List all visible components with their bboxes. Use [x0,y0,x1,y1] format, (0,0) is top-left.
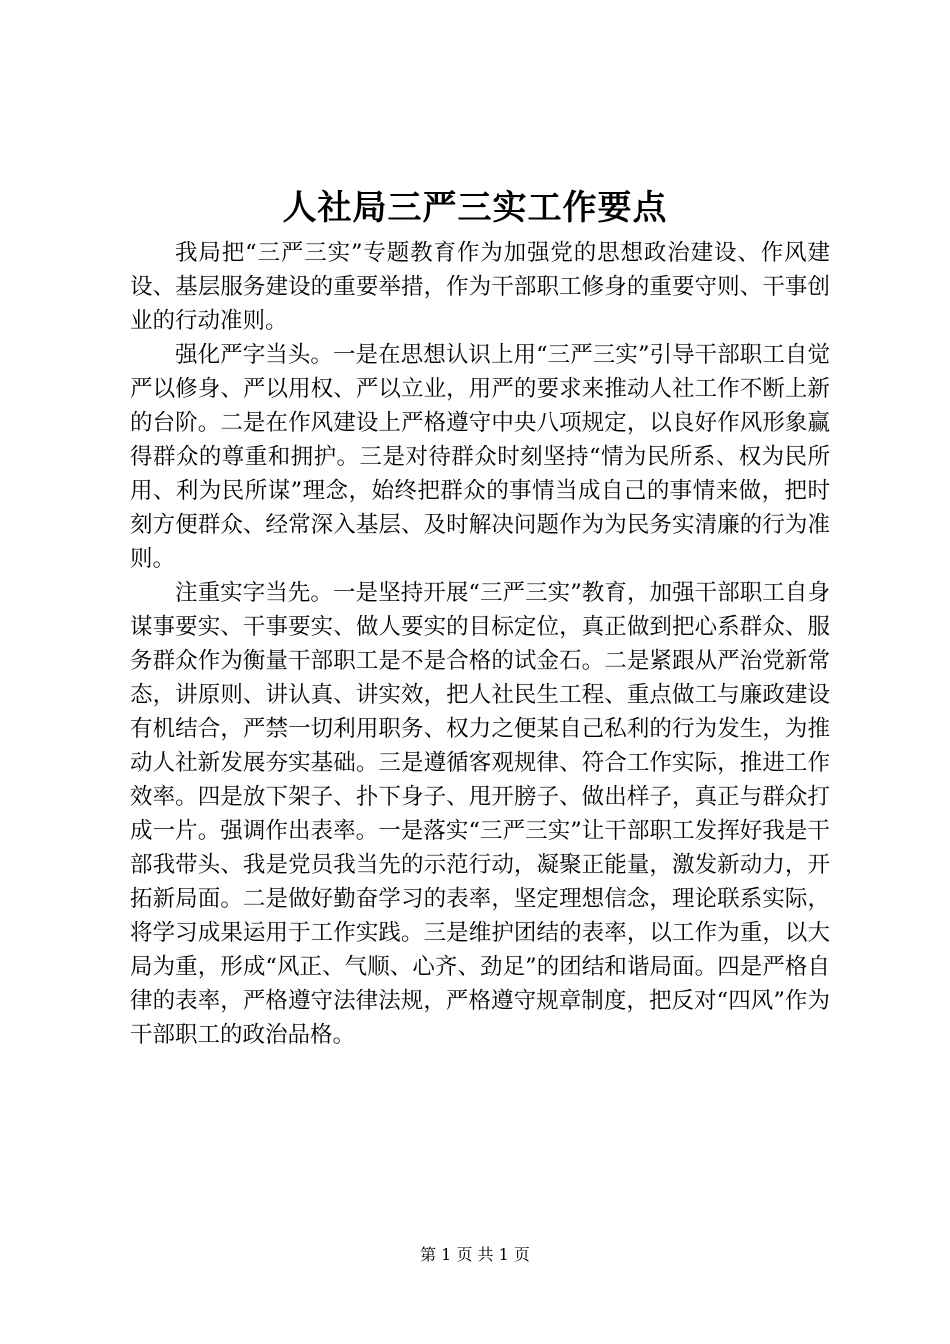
page-footer: 第 1 页 共 1 页 [420,1245,530,1264]
paragraph-strict: 强化严字当头。一是在思想认识上用“三严三实”引导干部职工自觉严以修身、严以用权、严以立业，用严的要求来推动人社工作不断上新的台阶。二是在作风建设上严格遵守中央八项规定，以良好作风形象赢得群众的尊重和拥护。三是对待群众时刻坚持“情为民所系、权为民所用、利为民所谋”理念，始终把群众的事情当成自己的事情来做，把时刻方便群众、经常深入基层、及时解决问题作为为民务实清廉的行为准则。 [130,342,830,572]
paragraph-intro: 我局把“三严三实”专题教育作为加强党的思想政治建设、作风建设、基层服务建设的重要举措，作为干部职工修身的重要守则、干事创业的行动准则。 [130,240,830,334]
document-title: 人社局三严三实工作要点 [282,188,668,228]
paragraph-practical: 注重实字当先。一是坚持开展“三严三实”教育，加强干部职工自身谋事要实、干事要实、做人要实的目标定位，真正做到把心系群众、服务群众作为衡量干部职工是不是合格的试金石。二是紧跟从严治党新常态，讲原则、讲认真、讲实效，把人社民生工程、重点做工与廉政建设有机结合，严禁一切利用职务、权力之便某自己私利的行为发生，为推动人社新发展夯实基础。三是遵循客观规律、符合工作实际，推进工作效率。四是放下架子、扑下身子、甩开膀子、做出样子，真正与群众打成一片。强调作出表率。一是落实“三严三实”让干部职工发挥好我是干部我带头、我是党员我当先的示范行动，凝聚正能量，激发新动力，开拓新局面。二是做好勤奋学习的表率，坚定理想信念，理论联系实际，将学习成果运用于工作实践。三是维护团结的表率，以工作为重，以大局为重，形成“风正、气顺、心齐、劲足”的团结和谐局面。四是严格自律的表率，严格遵守法律法规，严格遵守规章制度，把反对“四风”作为干部职工的政治品格。 [130,580,830,1048]
document-body [130,236,830,1052]
